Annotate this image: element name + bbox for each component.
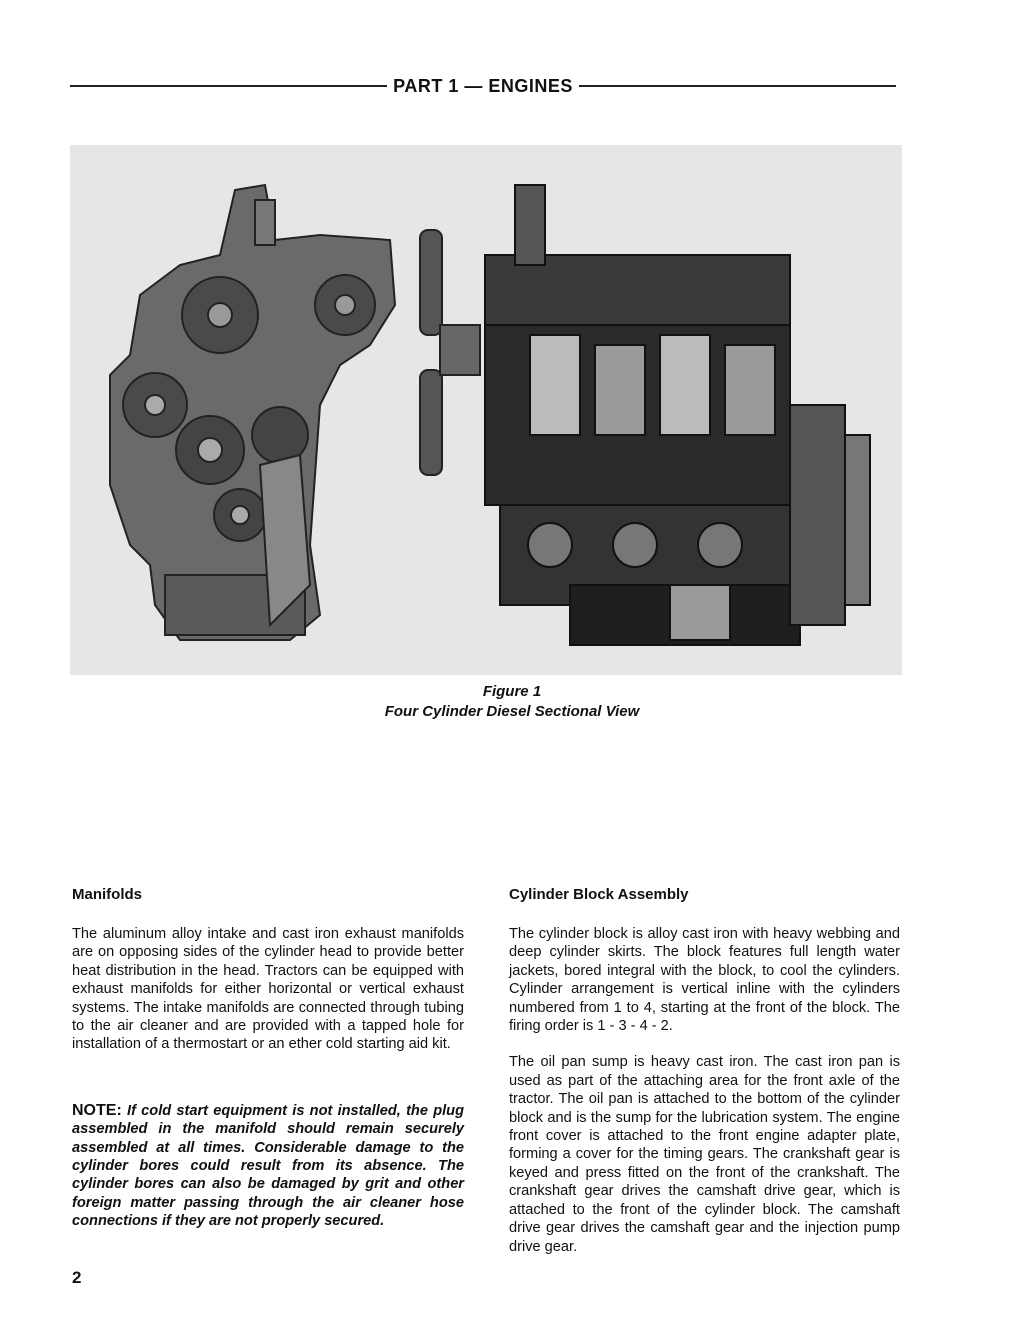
engine-figure [70, 145, 902, 675]
engine-cutaway-photo-icon [70, 145, 902, 675]
cylinder-block-paragraph-1: The cylinder block is alloy cast iron with heavy webbing and deep cylinder skirts. The block features full length water jackets, bored integral with the block, to cool the cylinders. Cylinder arrangement is vertical inline with the cylinders numbered from 1 to 4, starting at the front of the block. The firing order is 1 - 3 - 4 - 2. [509, 926, 900, 1035]
header-title: PART 1 — ENGINES [393, 75, 573, 96]
figure-caption [0, 682, 1024, 722]
header-rule-left [70, 85, 387, 87]
note-paragraph [72, 1102, 464, 1231]
cylinder-block-paragraph-2: The oil pan sump is heavy cast iron. The cast iron pan is used as part of the attaching area for the front axle of the tractor. The oil pan is attached to the bottom of the cylinder block and is the sump for the lubrication system. The engine front cover is attached to the front engine adapter plate, forming a cover for the timing gears. The crankshaft gear is keyed and press fitted on the front of the crankshaft. The crankshaft gear drives the camshaft drive gear, which is attached to the front of the cylinder block. The camshaft drive gear drives the camshaft gear and the injection pump drive gear. [509, 1054, 900, 1255]
manifolds-heading: Manifolds [72, 886, 142, 903]
page-header [70, 74, 896, 98]
paragraph-gap [509, 1035, 900, 1053]
right-column [509, 885, 900, 1256]
note-label: NOTE: [72, 1101, 122, 1119]
page-number: 2 [72, 1268, 82, 1287]
figure-title: Four Cylinder Diesel Sectional View [384, 703, 640, 720]
header-rule-right [579, 85, 896, 87]
note-text: If cold start equipment is not installed, the plug assembled in the manifold should remain securely assembled at all times. Considerable damage to the cylinder bores could result from its absence. The cylinder bores can also be damaged by grit and other foreign matter passing through the air cleaner hose connections if they are not properly secured. [72, 1102, 464, 1230]
manifolds-paragraph: The aluminum alloy intake and cast iron exhaust manifolds are on opposing sides of the cylinder head to provide better heat distribution in the head. Tractors can be equipped with exhaust manifolds for either horizontal or vertical exhaust systems. The intake manifolds are connected through tubing to the air cleaner and are provided with a tapped hole for installation of a thermostart or an ether cold starting aid kit. [72, 926, 464, 1053]
figure-label: Figure 1 [482, 683, 542, 700]
left-column [72, 885, 464, 1231]
cylinder-block-heading: Cylinder Block Assembly [509, 886, 689, 903]
